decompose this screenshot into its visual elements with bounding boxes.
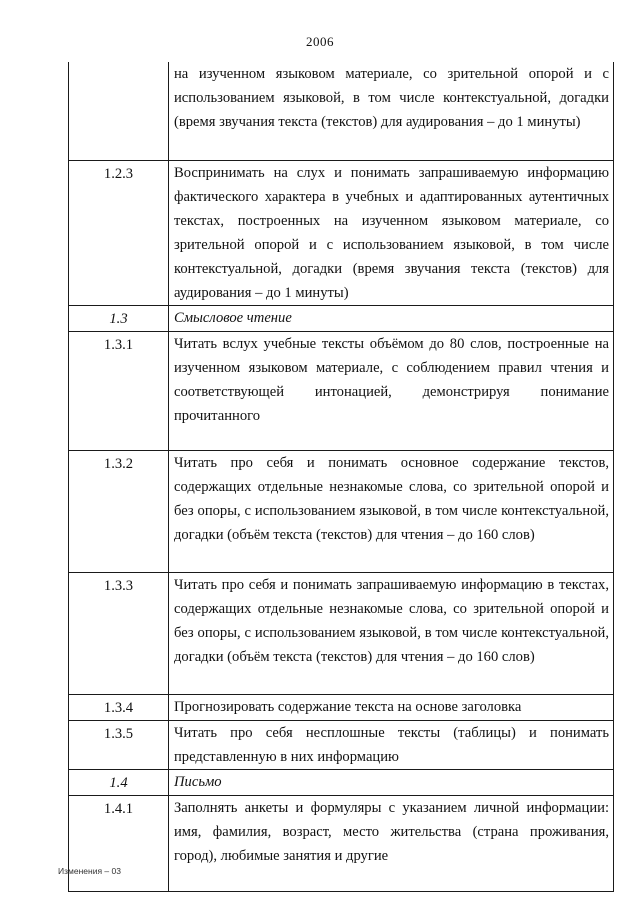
item-number — [69, 62, 168, 63]
item-number-cell — [69, 721, 169, 770]
table-row — [69, 721, 614, 770]
item-description: Воспринимать на слух и понимать запрашиваемую информацию фактического характера в учебных и адаптированных аутентичных текстах, построенных на изученном языковом материале, со зрительной опорой и с использованием языковой, в том числе контекстуальной, догадки (время звучания текста (текстов) для аудирования – до 1 минуты) — [174, 165, 609, 301]
section-title-cell — [169, 770, 614, 796]
item-number-cell — [69, 161, 169, 306]
section-title: Смысловое чтение — [174, 310, 292, 326]
item-description-cell — [169, 332, 614, 451]
item-description: Прогнозировать содержание текста на основе заголовка — [174, 699, 522, 715]
table-row — [69, 161, 614, 306]
item-description-cell — [169, 695, 614, 721]
item-number-cell — [69, 573, 169, 695]
section-number-cell — [69, 770, 169, 796]
section-number: 1.4 — [109, 775, 128, 791]
item-description: на изученном языковом материале, со зрительной опорой и с использованием языковой, в том числе контекстуальной, догадки (время звучания текста (текстов) для аудирования – до 1 минуты) — [174, 66, 609, 130]
table-row — [69, 332, 614, 451]
item-description-cell — [169, 62, 614, 161]
page-number: 2006 — [306, 34, 334, 49]
item-description-cell — [169, 573, 614, 695]
item-number: 1.3.5 — [103, 726, 134, 742]
requirements-table — [68, 62, 614, 892]
section-heading-row — [69, 306, 614, 332]
item-number-cell — [69, 695, 169, 721]
item-number: 1.4.1 — [103, 801, 134, 817]
item-number: 1.2.3 — [103, 166, 134, 182]
item-number-cell — [69, 62, 169, 161]
item-number-cell — [69, 332, 169, 451]
item-number: 1.3.2 — [103, 456, 134, 472]
section-heading-row — [69, 770, 614, 796]
item-description: Читать вслух учебные тексты объёмом до 80 слов, построенные на изученном языковом материале, с соблюдением правил чтения и соответствующей интонацией, демонстрируя понимание прочитанного — [174, 336, 609, 424]
table-row — [69, 695, 614, 721]
item-number: 1.3.4 — [103, 700, 134, 716]
item-description-cell — [169, 721, 614, 770]
revision-footer: Изменения – 03 — [58, 866, 121, 876]
item-description-cell — [169, 796, 614, 892]
table-row — [69, 796, 614, 892]
table-row — [69, 451, 614, 573]
section-number-cell — [69, 306, 169, 332]
section-title: Письмо — [174, 774, 222, 790]
item-number: 1.3.3 — [103, 578, 134, 594]
item-number-cell — [69, 451, 169, 573]
section-title-cell — [169, 306, 614, 332]
item-description: Читать про себя и понимать основное содержание текстов, содержащих отдельные незнакомые слова, со зрительной опорой и без опоры, с использованием языковой, в том числе контекстуальной, догадки (объём текста (текстов) для чтения – до 160 слов) — [174, 455, 609, 543]
item-number-cell — [69, 796, 169, 892]
item-description-cell — [169, 161, 614, 306]
table-row — [69, 573, 614, 695]
item-description-cell — [169, 451, 614, 573]
table-row — [69, 62, 614, 161]
item-description: Читать про себя несплошные тексты (таблицы) и понимать представленную в них информацию — [174, 725, 609, 765]
item-description: Заполнять анкеты и формуляры с указанием личной информации: имя, фамилия, возраст, место жительства (страна проживания, город), любимые занятия и другие — [174, 800, 609, 864]
section-number: 1.3 — [109, 311, 128, 327]
item-description: Читать про себя и понимать запрашиваемую информацию в текстах, содержащих отдельные незнакомые слова, со зрительной опорой и без опоры, с использованием языковой, в том числе контекстуальной, догадки (объём текста (текстов) для чтения – до 160 слов) — [174, 577, 609, 665]
item-number: 1.3.1 — [103, 337, 134, 353]
